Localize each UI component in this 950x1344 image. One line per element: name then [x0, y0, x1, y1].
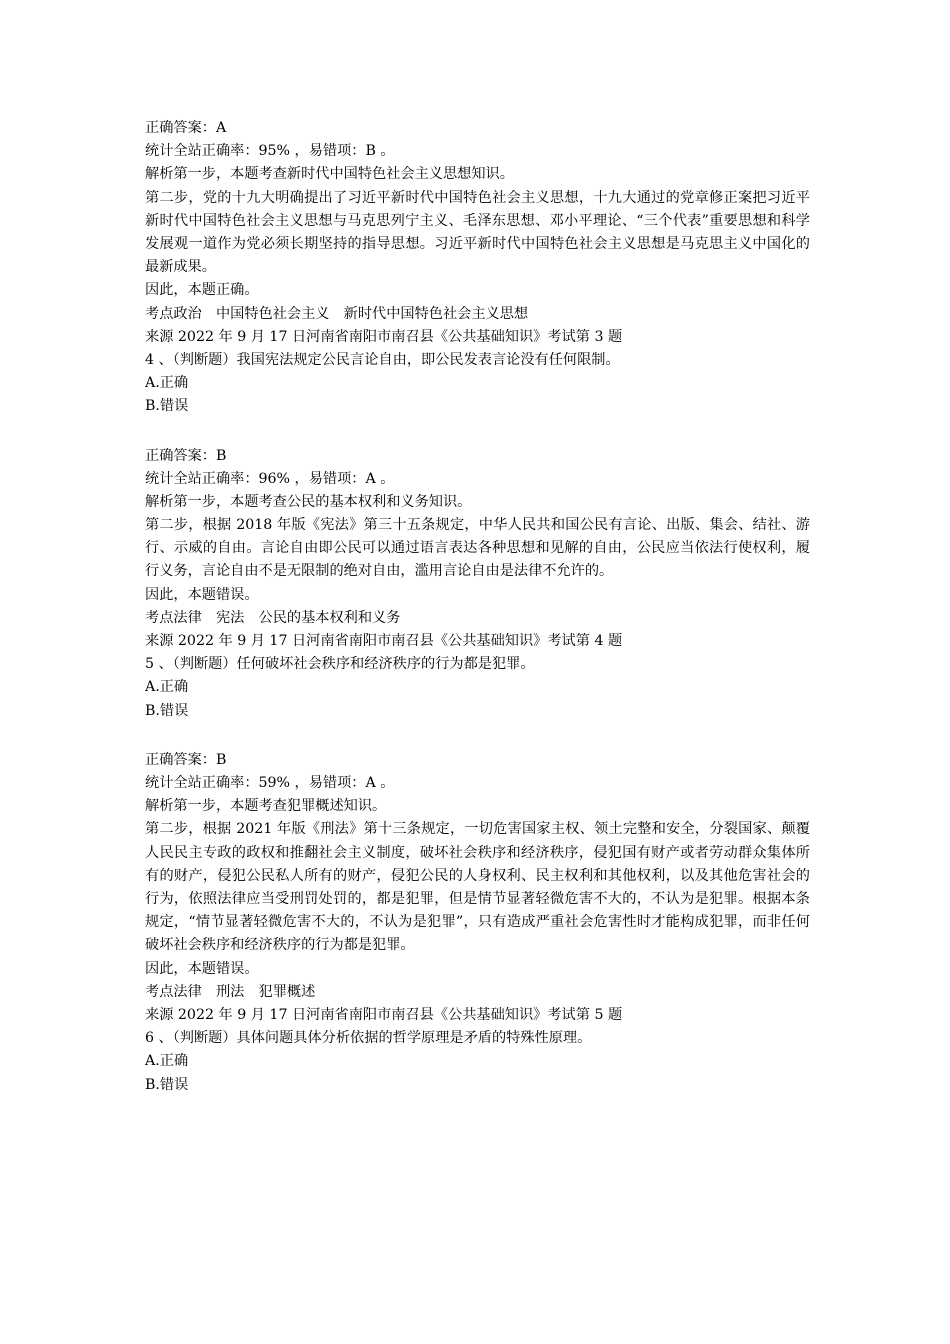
- option-a: A.正确: [145, 679, 189, 696]
- question-6-block: [145, 1027, 810, 1097]
- option-a: A.正确: [145, 1053, 189, 1070]
- option-b: B.错误: [145, 702, 189, 719]
- question-text: 5 、（判断题）任何破坏社会秩序和经济秩序的行为都是犯罪。: [145, 656, 535, 673]
- answer-line: 正确答案：B: [145, 447, 227, 464]
- source-line: 来源 2022 年 9 月 17 日河南省南阳市南召县《公共基础知识》考试第 5 题: [145, 1006, 623, 1023]
- question-3-answer-block: [145, 117, 810, 349]
- analysis-step1: 解析第一步，本题考查公民的基本权利和义务知识。: [145, 493, 472, 510]
- question-4-block: [145, 349, 810, 653]
- stats-line: 统计全站正确率：96% ，易错项：A 。: [145, 470, 395, 487]
- question-5-block: [145, 653, 810, 1027]
- stats-line: 统计全站正确率：95% ，易错项：B 。: [145, 143, 395, 160]
- conclusion-line: 因此，本题错误。: [145, 960, 259, 977]
- topic-line: 考点法律 刑法 犯罪概述: [145, 983, 316, 1000]
- document-page: [145, 117, 810, 1097]
- option-b: B.错误: [145, 1076, 189, 1093]
- analysis-step2: 第二步，根据 2021 年版《刑法》第十三条规定，一切危害国家主权、领土完整和安全，分裂国家、颠覆人民民主专政的政权和推翻社会主义制度，破坏社会秩序和经济秩序，侵犯国有财产或者劳动群众集体所有的财产，侵犯公民私人所有的财产，侵犯公民的人身权利、民主权利和其他权利，以及其他危害社会的行为，依照法律应当受刑罚处罚的，都是犯罪，但是情节显著轻微危害不大的，不认为是犯罪。根据本条规定，“情节显著轻微危害不大的，不认为是犯罪”，只有造成严重社会危害性时才能构成犯罪，而非任何破坏社会秩序和经济秩序的行为都是犯罪。: [145, 821, 810, 954]
- question-text: 4 、（判断题）我国宪法规定公民言论自由，即公民发表言论没有任何限制。: [145, 351, 620, 368]
- question-text: 6 、（判断题）具体问题具体分析依据的哲学原理是矛盾的特殊性原理。: [145, 1030, 592, 1047]
- spacer: [145, 723, 810, 749]
- topic-line: 考点法律 宪法 公民的基本权利和义务: [145, 609, 401, 626]
- analysis-step2: 第二步，根据 2018 年版《宪法》第三十五条规定，中华人民共和国公民有言论、出版、集会、结社、游行、示威的自由。言论自由即公民可以通过语言表达各种思想和见解的自由，公民应当依法行使权利，履行义务，言论自由不是无限制的绝对自由，滥用言论自由是法律不允许的。: [145, 517, 810, 580]
- conclusion-line: 因此，本题错误。: [145, 586, 259, 603]
- option-b: B.错误: [145, 398, 189, 415]
- topic-line: 考点政治 中国特色社会主义 新时代中国特色社会主义思想: [145, 305, 529, 322]
- source-line: 来源 2022 年 9 月 17 日河南省南阳市南召县《公共基础知识》考试第 3 题: [145, 328, 623, 345]
- analysis-step2: 第二步，党的十九大明确提出了习近平新时代中国特色社会主义思想，十九大通过的党章修正案把习近平新时代中国特色社会主义思想与马克思列宁主义、毛泽东思想、邓小平理论、“三个代表”重要思想和科学发展观一道作为党必须长期坚持的指导思想。习近平新时代中国特色社会主义思想是马克思主义中国化的最新成果。: [145, 189, 810, 276]
- spacer: [145, 419, 810, 445]
- answer-line: 正确答案：B: [145, 751, 227, 768]
- conclusion-line: 因此，本题正确。: [145, 282, 259, 299]
- source-line: 来源 2022 年 9 月 17 日河南省南阳市南召县《公共基础知识》考试第 4 题: [145, 633, 623, 650]
- analysis-step1: 解析第一步，本题考查新时代中国特色社会主义思想知识。: [145, 166, 514, 183]
- stats-line: 统计全站正确率：59% ，易错项：A 。: [145, 774, 395, 791]
- option-a: A.正确: [145, 375, 189, 392]
- analysis-step1: 解析第一步，本题考查犯罪概述知识。: [145, 798, 387, 815]
- answer-line: 正确答案：A: [145, 120, 227, 136]
